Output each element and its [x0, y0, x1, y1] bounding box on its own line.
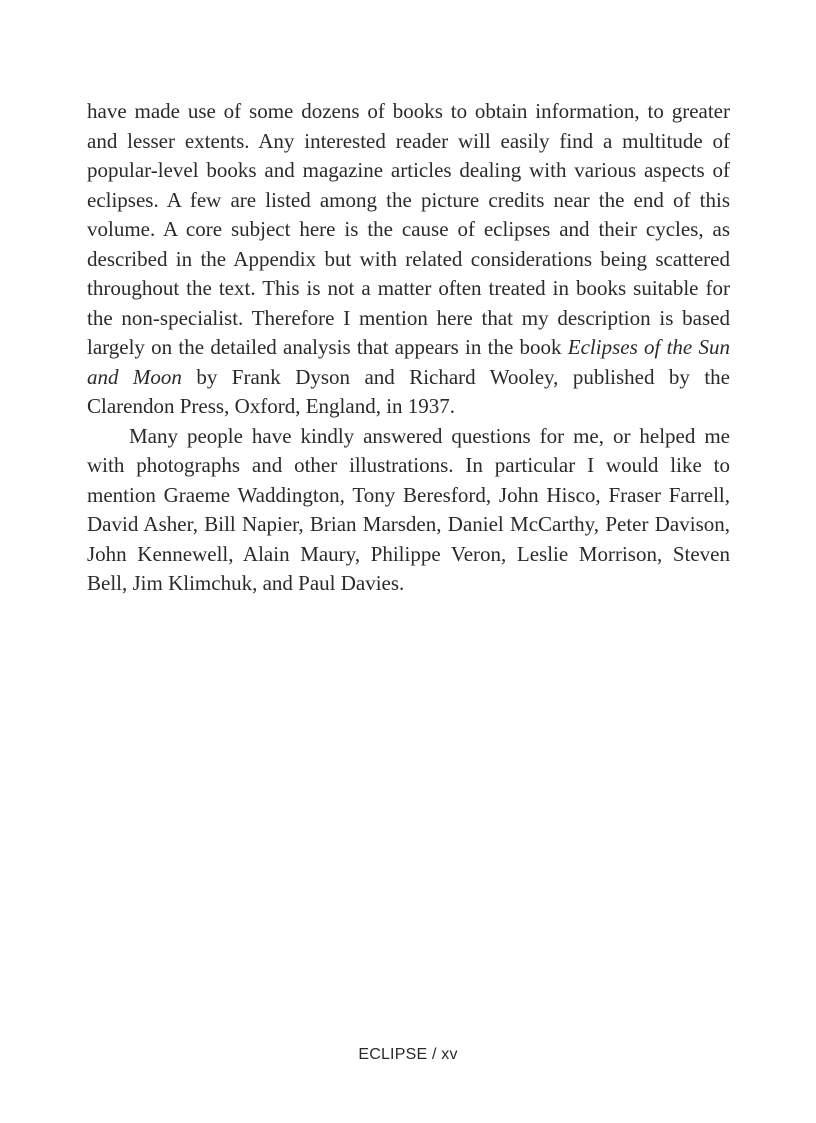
paragraph-text: by Frank Dyson and Richard Wooley, published by the Clarendon Press, Oxford, England, in 1937. [87, 364, 730, 418]
paragraph-acknowledgement-sources [87, 97, 730, 422]
running-footer: ECLIPSE / xv [358, 1046, 458, 1063]
paragraph-acknowledgement-people: Many people have kindly answered questions for me, or helped me with photographs and other illustrations. In particular I would like to mention Graeme Waddington, Tony Beresford, John Hisco, Fraser Farrell, David Asher, Bill Napier, Brian Marsden, Daniel McCarthy, Peter Davison, John Kennewell, Alain Maury, Philippe Veron, Leslie Morrison, Steven Bell, Jim Klimchuk, and Paul Davies. [87, 423, 730, 595]
paragraph-text: have made use of some dozens of books to obtain information, to greater and lesser extents. Any interested reader will easily find a multitude of popular-level books and magazine articles dealing with various aspects of eclipses. A few are listed among the picture credits near the end of this volume. A core subject here is the cause of eclipses and their cycles, as described in the Appendix but with related considerations being scattered throughout the text. This is not a matter often treated in books suitable for the non-specialist. Therefore I mention here that my description is based largely on the detailed analysis that appears in the book [87, 99, 730, 359]
book-title: Eclipses of the Sun and Moon [87, 335, 730, 389]
body-text [87, 97, 730, 599]
